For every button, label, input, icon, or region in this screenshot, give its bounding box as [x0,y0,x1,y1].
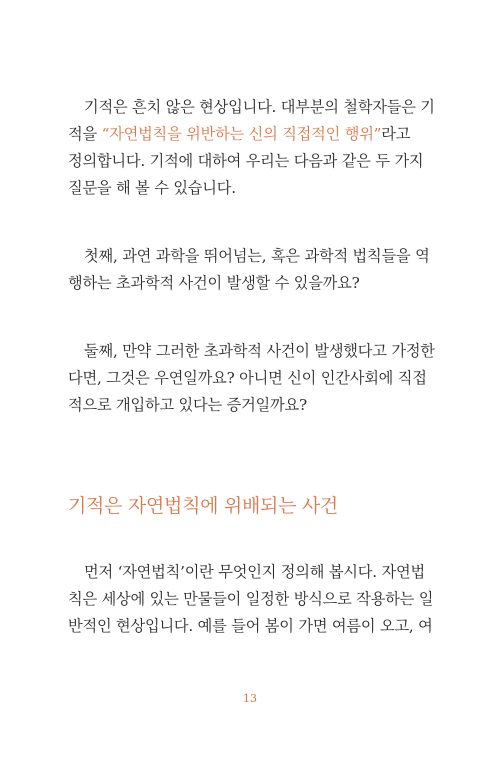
paragraph-1-line-4: 질문을 해 볼 수 있습니다. [68,179,236,197]
paragraph-2-line-2: 행하는 초과학적 사건이 발생할 수 있을까요? [68,274,360,292]
paragraph-3-line-3: 적으로 개입하고 있다는 증거일까요? [68,396,307,414]
section-paragraph-line-1: 먼저 ‘자연법칙’이란 무엇인지 정의해 봅시다. 자연법 [84,563,425,581]
section-paragraph-line-2: 칙은 세상에 있는 만물들이 일정한 방식으로 작용하는 일 [68,590,434,608]
page-number: 13 [243,692,257,705]
section-paragraph-line-3: 반적인 현상입니다. 예를 들어 봄이 가면 여름이 오고, 여 [68,617,433,635]
paragraph-1-line-2-before: 적을 [68,125,102,143]
section-heading: 기적은 자연법칙에 위배되는 사건 [68,495,338,517]
paragraph-3-line-2: 다면, 그것은 우연일까요? 아니면 신이 인간사회에 직접 [68,369,427,387]
definition-quote: “자연법칙을 위반하는 신의 직접적인 행위” [101,125,382,143]
paragraph-2-line-1: 첫째, 과연 과학을 뛰어넘는, 혹은 과학적 법칙들을 역 [84,247,430,265]
paragraph-3-line-1: 둘째, 만약 그러한 초과학적 사건이 발생했다고 가정한 [84,342,435,360]
paragraph-1-line-1: 기적은 흔치 않은 현상입니다. 대부분의 철학자들은 기 [84,98,435,116]
paragraph-1-line-2-after: 라고 [381,125,411,143]
paragraph-1-line-3: 정의합니다. 기적에 대하여 우리는 다음과 같은 두 가지 [68,152,424,170]
paragraph-1-line-2 [68,123,430,145]
